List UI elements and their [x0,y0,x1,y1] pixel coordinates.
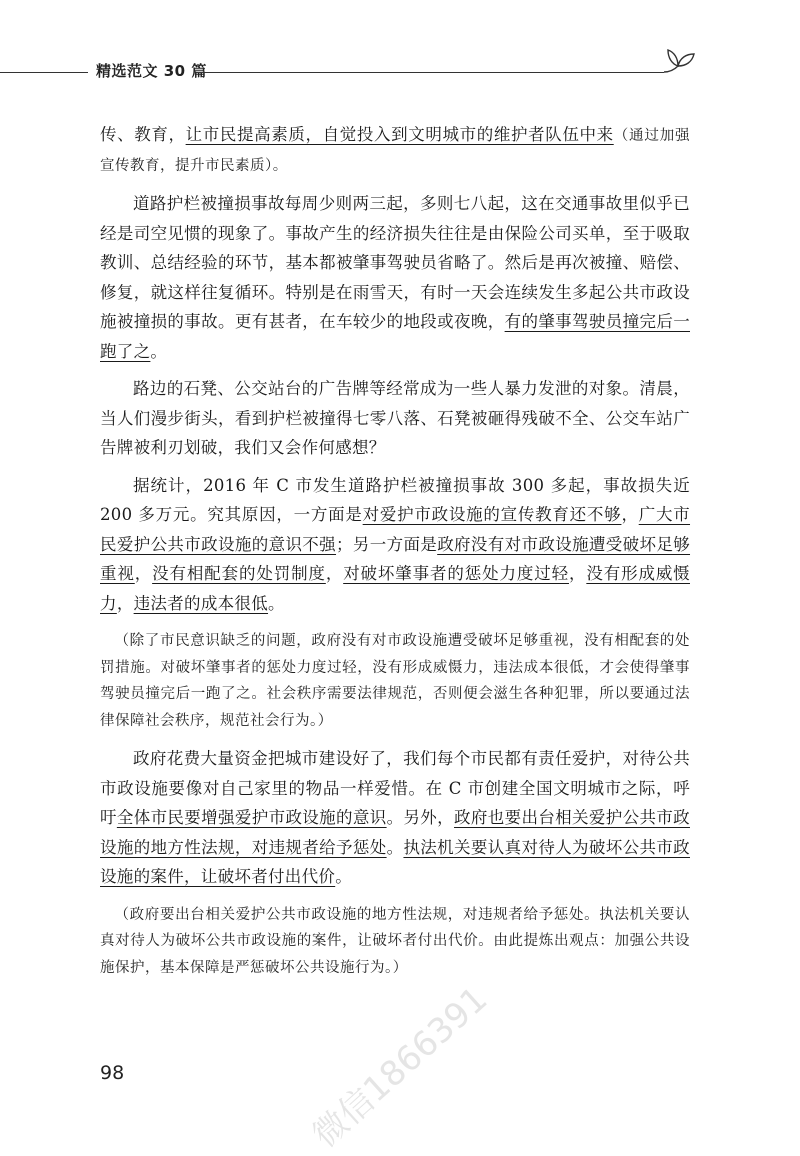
underlined-run: 让市民提高素质，自觉投入到文明城市的维护者队伍中来 [185,125,614,144]
inline-note: （通过加强宣传教育，提升市民素质）。 [100,128,691,174]
text-run: ， [134,564,153,583]
text-run: 。另外， [386,808,455,827]
annotation-note-1: （除了市民意识缺乏的问题，政府没有对市政设施遭受破坏足够重视，没有相配套的处罚措施。对破坏肇事者的惩处力度过轻，没有形成威慑力，违法成本很低，才会使得肇事驾驶员撞完后一跑了之。社会秩序需要法律规范，否则便会滋生各种犯罪，所以要通过法律保障社会秩序，规范社会行为。） [100,633,690,729]
sprout-icon [660,46,700,80]
page-number: 98 [100,1062,125,1084]
underlined-run: 政府没有对市政设施遭受破坏足够重视 [100,534,691,583]
paragraph-proposal [100,744,690,892]
text-run: ；另一方面是 [336,534,438,554]
text-run: 。 [268,593,285,613]
underlined-run: 对破坏肇事者的惩处力度过轻 [343,564,569,583]
underlined-run: 没有相配套的处罚制度 [152,564,326,583]
text-run: 。 [386,837,404,857]
header-rule-right [196,72,664,73]
text-run: ， [325,564,344,583]
annotation-note-2: （政府要出台相关爱护公共市政设施的地方性法规，对违规者给予惩处。执法机关要认真对待人为破坏公共市政设施的案件，让破坏者付出代价。由此提炼出观点：加强公共设施保护，基本保障是严惩破坏公共设施行为。） [100,906,690,976]
underlined-run: 没有形成威慑力 [100,564,690,613]
watermark-text: 微信1866391 [305,979,496,1156]
underlined-run: 执法机关要认真对待人为破坏公共市政设施的案件，让破坏者付出代价 [100,837,690,886]
text-run: 道路护栏被撞损事故每周少则两三起，多则七八起，这在交通事故里似乎已经是司空见惯的现象了。事故产生的经济损失往往是由保险公司买单，至于吸取教训、总结经验的环节，基本都被肇事驾驶员省略了。然后是再次被撞、赔偿、修复，就这样往复循环。特别是在雨雪天，有时一天会连续发生多起公共市政设施被撞损的事故。更有甚者，在车较少的地段或夜晚， [100,194,690,331]
text-run: ， [568,564,587,583]
paragraph-guardrail-accidents [100,189,690,366]
paragraph-vandalism: 路边的石凳、公交站台的广告牌等经常成为一些人暴力发泄的对象。清晨，当人们漫步街头，看到护栏被撞得七零八落、石凳被砸得残破不全、公交车站广告牌被利刃划破，我们又会作何感想？ [100,379,690,457]
text-run: 政府花费大量资金把城市建设好了，我们每个市民都有责任爱护，对待公共市政设施要像对自己家里的物品一样爱惜。在 C 市创建全国文明城市之际，呼吁 [100,749,690,827]
paragraph-statistics [100,471,690,619]
header-rule-left [0,72,88,73]
header-title: 精选范文 30 篇 [96,62,207,80]
text-run: 。 [150,341,168,361]
underlined-run: 对爱护市政设施的宣传教育还不够 [362,505,622,524]
underlined-run: 广大市民爱护公共市政设施的意识不强 [100,505,691,554]
page-body [100,120,690,981]
paragraph-continuation [100,120,690,179]
underlined-run: 有的肇事驾驶员撞完后一跑了之 [100,312,690,361]
underlined-run: 政府也要出台相关爱护公共市政设施的地方性法规，对违规者给予惩处 [100,808,690,857]
text-run: 传、教育， [100,125,186,144]
text-run: 据统计，2016 年 C 市发生道路护栏被撞损事故 300 多起，事故损失近 200 多万元。究其原因，一方面是 [100,475,690,524]
running-header [0,52,800,92]
underlined-run: 全体市民要增强爱护市政设施的意识 [116,808,387,827]
text-run: ， [621,505,639,524]
text-run: 。 [335,867,353,886]
underlined-run: 违法者的成本很低 [133,593,269,613]
text-run: ， [116,593,134,613]
